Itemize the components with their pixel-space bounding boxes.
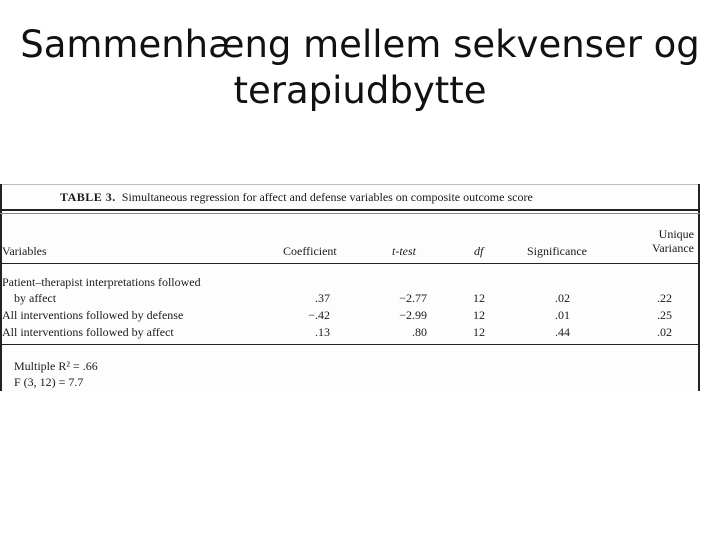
table-top-rule: [0, 209, 700, 211]
row-2-unique-variance: .25: [657, 308, 672, 322]
row-3-unique-variance: .02: [657, 325, 672, 339]
header-rule: [0, 263, 700, 264]
row-2-label: All interventions followed by defense: [2, 308, 184, 322]
row-1-significance: .02: [555, 291, 570, 305]
row-3-df: 12: [473, 325, 485, 339]
row-2-significance: .01: [555, 308, 570, 322]
scan-top-edge: [0, 184, 700, 185]
body-bottom-rule: [0, 344, 700, 345]
table-caption-text: Simultaneous regression for affect and defense variables on composite outcome score: [121, 190, 533, 204]
table-label: TABLE 3.: [60, 190, 116, 204]
header-df: df: [474, 244, 484, 258]
row-1-unique-variance: .22: [657, 291, 672, 305]
row-1-coefficient: .37: [315, 291, 330, 305]
row-3-significance: .44: [555, 325, 570, 339]
row-2-df: 12: [473, 308, 485, 322]
row-3-t-test: .80: [412, 325, 427, 339]
multiple-r2: Multiple R² = .66: [14, 359, 98, 373]
table-top-rule-thin: [0, 213, 700, 214]
row-1-label-line-1: Patient–therapist interpretations followed: [2, 275, 201, 289]
row-3-label: All interventions followed by affect: [2, 325, 174, 339]
row-2-t-test: −2.99: [399, 308, 427, 322]
slide-title-line-1: Sammenhæng mellem sekvenser og: [20, 23, 700, 66]
row-1-t-test: −2.77: [399, 291, 427, 305]
header-coefficient: Coefficient: [283, 244, 337, 258]
header-variables: Variables: [2, 244, 47, 258]
header-unique-variance: [642, 227, 694, 255]
header-unique-line-2: Variance: [652, 241, 694, 255]
header-t-test: t-test: [392, 244, 416, 258]
row-1-df: 12: [473, 291, 485, 305]
scan-right-edge: [698, 184, 700, 391]
slide-title-line-2: terapiudbytte: [233, 69, 487, 112]
row-2-coefficient: −.42: [308, 308, 330, 322]
f-statistic: F (3, 12) = 7.7: [14, 375, 84, 389]
header-unique-line-1: Unique: [658, 227, 694, 241]
row-3-coefficient: .13: [315, 325, 330, 339]
table-caption: [60, 190, 533, 205]
scanned-table-image: [0, 184, 700, 391]
header-significance: Significance: [527, 244, 587, 258]
slide-title: [0, 22, 720, 114]
row-1-label-line-2: by affect: [14, 291, 57, 305]
